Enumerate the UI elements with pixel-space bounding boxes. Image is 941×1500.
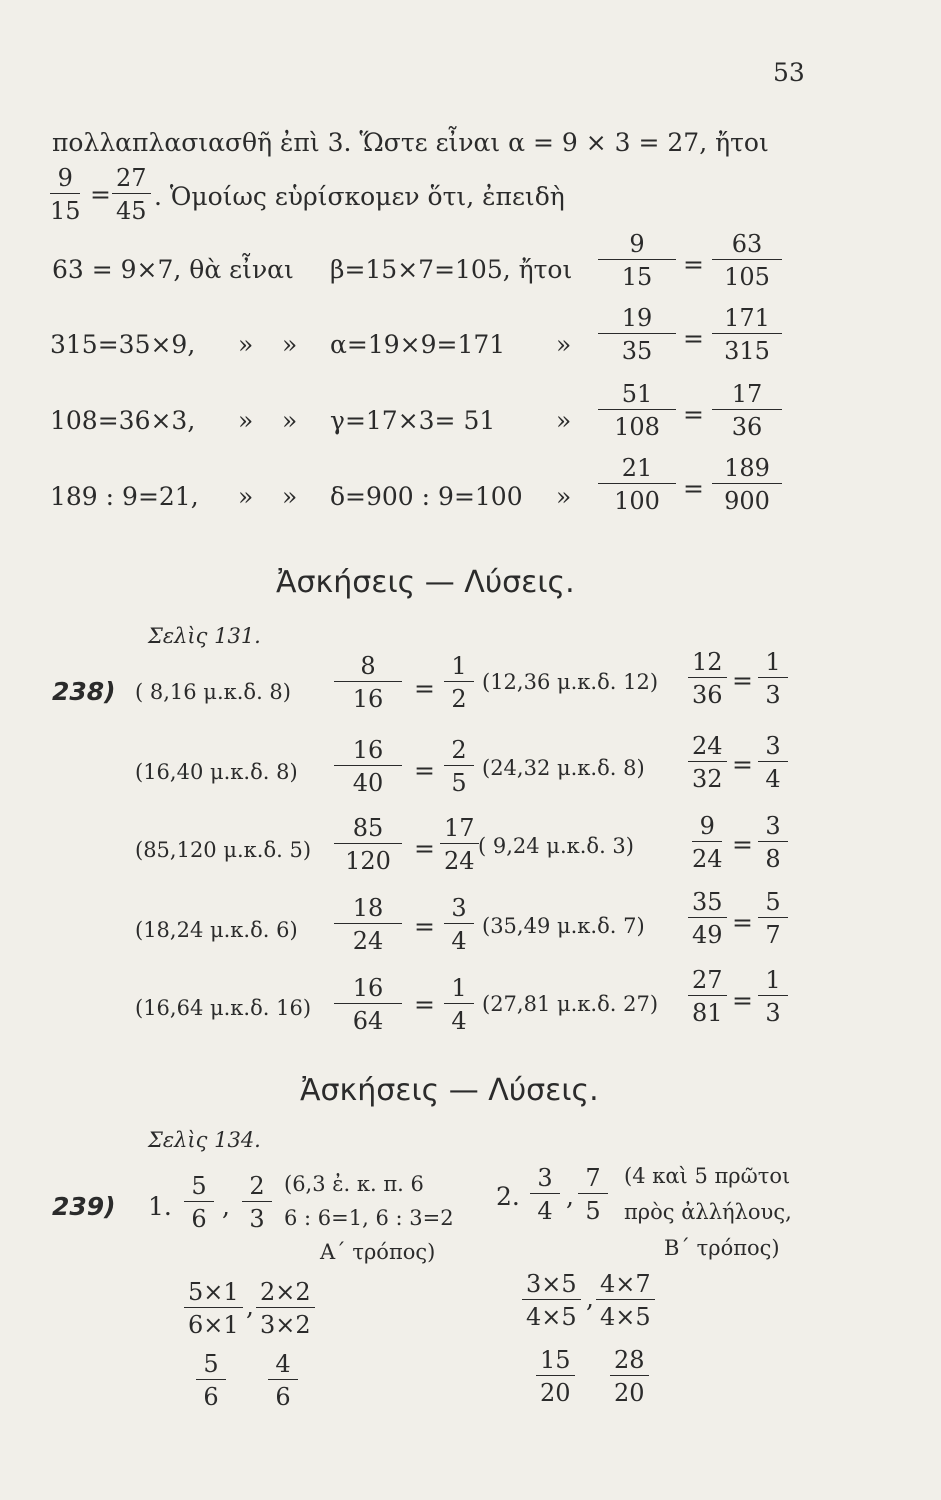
- equals-sign: =: [683, 250, 704, 279]
- fraction: $\frac{171}{315}$: [712, 306, 782, 363]
- intro-line-1: πολλαπλασιασθῆ ἐπὶ 3. Ὥστε εἶναι α = 9 × 3 = 27, ἤτοι: [52, 128, 769, 157]
- comma: ,: [222, 1192, 230, 1221]
- fraction: $\frac{9}{15}$: [598, 232, 676, 289]
- fraction: $\frac{35}{49}$: [688, 890, 727, 947]
- gcd-note: (12,36 μ.κ.δ. 12): [482, 670, 659, 694]
- gcd-note: (16,40 μ.κ.δ. 8): [135, 760, 298, 784]
- fraction: $\frac{7}{5}$: [578, 1166, 608, 1223]
- fraction: $\frac{9}{15}$: [50, 164, 81, 225]
- page-reference: Σελὶς 131.: [148, 624, 261, 648]
- fraction: $\frac{3}{8}$: [758, 814, 788, 871]
- fraction: $\frac{1}{3}$: [758, 968, 788, 1025]
- fraction: $\frac{3}{4}$: [758, 734, 788, 791]
- fraction: $\frac{12}{36}$: [688, 650, 727, 707]
- comma: ,: [566, 1182, 574, 1211]
- fraction: $\frac{17}{36}$: [712, 382, 782, 439]
- exercise-number: 238): [52, 677, 116, 706]
- equals-sign: =: [414, 912, 435, 941]
- equals-sign: =: [732, 986, 753, 1015]
- equals-sign: =: [414, 990, 435, 1019]
- gcd-note: (24,32 μ.κ.δ. 8): [482, 756, 645, 780]
- row-mid: β=15×7=105, ἤτοι: [330, 255, 573, 284]
- fraction: $\frac{15}{20}$: [536, 1348, 575, 1405]
- ditto-mark: »: [282, 330, 298, 359]
- gcd-note: (85,120 μ.κ.δ. 5): [135, 838, 312, 862]
- gcd-note: ( 9,24 μ.κ.δ. 3): [478, 834, 634, 858]
- fraction: $\frac{3}{4}$: [444, 896, 474, 953]
- fraction: $\frac{189}{900}$: [712, 456, 782, 513]
- fraction: $\frac{18}{24}$: [334, 896, 402, 953]
- division-note: 6 : 6=1, 6 : 3=2: [284, 1206, 454, 1230]
- part-label: 2.: [496, 1182, 520, 1211]
- method-label: Β΄ τρόπος): [664, 1236, 780, 1260]
- equals-sign: =: [732, 908, 753, 937]
- equals-sign: =: [683, 474, 704, 503]
- fraction: $\frac{5}{6}$: [184, 1174, 214, 1231]
- fraction: $\frac{16}{40}$: [334, 738, 402, 795]
- gcd-note: (35,49 μ.κ.δ. 7): [482, 914, 645, 938]
- fraction: $\frac{21}{100}$: [598, 456, 676, 513]
- fraction: $\frac{1}{4}$: [444, 976, 474, 1033]
- row-left: 189 : 9=21,: [50, 482, 199, 511]
- fraction: $\frac{9}{24}$: [692, 812, 723, 873]
- coprime-note: πρὸς ἀλλήλους,: [624, 1200, 792, 1224]
- ditto-mark: »: [238, 330, 254, 359]
- fraction: $\frac{24}{32}$: [688, 734, 727, 791]
- fraction: $\frac{8}{16}$: [334, 654, 402, 711]
- ditto-mark: »: [282, 406, 298, 435]
- gcd-note: (18,24 μ.κ.δ. 6): [135, 918, 298, 942]
- equals-sign: =: [90, 180, 111, 209]
- equals-sign: =: [414, 834, 435, 863]
- row-left: 63 = 9×7, θὰ εἶναι: [52, 255, 294, 284]
- fraction: $\frac{27}{45}$: [112, 166, 151, 223]
- row-mid: γ=17×3= 51: [330, 406, 496, 435]
- fraction: $\frac{27}{81}$: [688, 968, 727, 1025]
- method-label: Α΄ τρόπος): [320, 1240, 436, 1264]
- row-left: 108=36×3,: [50, 406, 196, 435]
- gcd-note: (27,81 μ.κ.δ. 27): [482, 992, 659, 1016]
- fraction: $\frac{19}{35}$: [598, 306, 676, 363]
- fraction: $\frac{3\times 5}{4\times 5}$: [522, 1272, 581, 1329]
- fraction: $\frac{85}{120}$: [334, 816, 402, 873]
- fraction: $\frac{4}{6}$: [268, 1352, 298, 1409]
- comma: ,: [586, 1284, 594, 1313]
- fraction: $\frac{1}{3}$: [758, 650, 788, 707]
- lcm-note: (6,3 ἐ. κ. π. 6: [284, 1172, 424, 1196]
- gcd-note: ( 8,16 μ.κ.δ. 8): [135, 680, 291, 704]
- fraction: $\frac{16}{64}$: [334, 976, 402, 1033]
- fraction: $\frac{17}{24}$: [440, 816, 479, 873]
- fraction: $\frac{51}{108}$: [598, 382, 676, 439]
- row-mid: δ=900 : 9=100: [330, 482, 523, 511]
- coprime-note: (4 καὶ 5 πρῶτοι: [624, 1164, 791, 1188]
- equals-sign: =: [683, 324, 704, 353]
- equals-sign: =: [414, 756, 435, 785]
- fraction: $\frac{2}{3}$: [242, 1174, 272, 1231]
- fraction: $\frac{3}{4}$: [530, 1166, 560, 1223]
- fraction: $\frac{2}{5}$: [444, 738, 474, 795]
- fraction: $\frac{5}{6}$: [196, 1352, 226, 1409]
- intro-line-2: . Ὁμοίως εὑρίσκομεν ὅτι, ἐπειδὴ: [154, 182, 565, 211]
- fraction: $\frac{63}{105}$: [712, 232, 782, 289]
- page-number: 53: [773, 58, 805, 87]
- fraction: $\frac{4\times 7}{4\times 5}$: [596, 1272, 655, 1329]
- gcd-note: (16,64 μ.κ.δ. 16): [135, 996, 312, 1020]
- fraction: $\frac{1}{2}$: [444, 654, 474, 711]
- fraction: $\frac{5}{7}$: [758, 890, 788, 947]
- page-reference: Σελὶς 134.: [148, 1128, 261, 1152]
- fraction: $\frac{2\times 2}{3\times 2}$: [256, 1280, 315, 1337]
- section-heading: Ἀσκήσεις — Λύσεις.: [300, 1073, 599, 1108]
- ditto-mark: »: [282, 482, 298, 511]
- equals-sign: =: [732, 830, 753, 859]
- equals-sign: =: [732, 750, 753, 779]
- ditto-mark: »: [556, 482, 572, 511]
- row-mid: α=19×9=171: [330, 330, 506, 359]
- exercise-number: 239): [52, 1192, 116, 1221]
- ditto-mark: »: [238, 406, 254, 435]
- comma: ,: [246, 1292, 254, 1321]
- equals-sign: =: [732, 666, 753, 695]
- ditto-mark: »: [238, 482, 254, 511]
- ditto-mark: »: [556, 330, 572, 359]
- fraction: $\frac{28}{20}$: [610, 1348, 649, 1405]
- section-heading: Ἀσκήσεις — Λύσεις.: [276, 565, 575, 600]
- ditto-mark: »: [556, 406, 572, 435]
- part-label: 1.: [148, 1192, 172, 1221]
- equals-sign: =: [414, 674, 435, 703]
- fraction: $\frac{5\times 1}{6\times 1}$: [184, 1280, 243, 1337]
- row-left: 315=35×9,: [50, 330, 196, 359]
- equals-sign: =: [683, 400, 704, 429]
